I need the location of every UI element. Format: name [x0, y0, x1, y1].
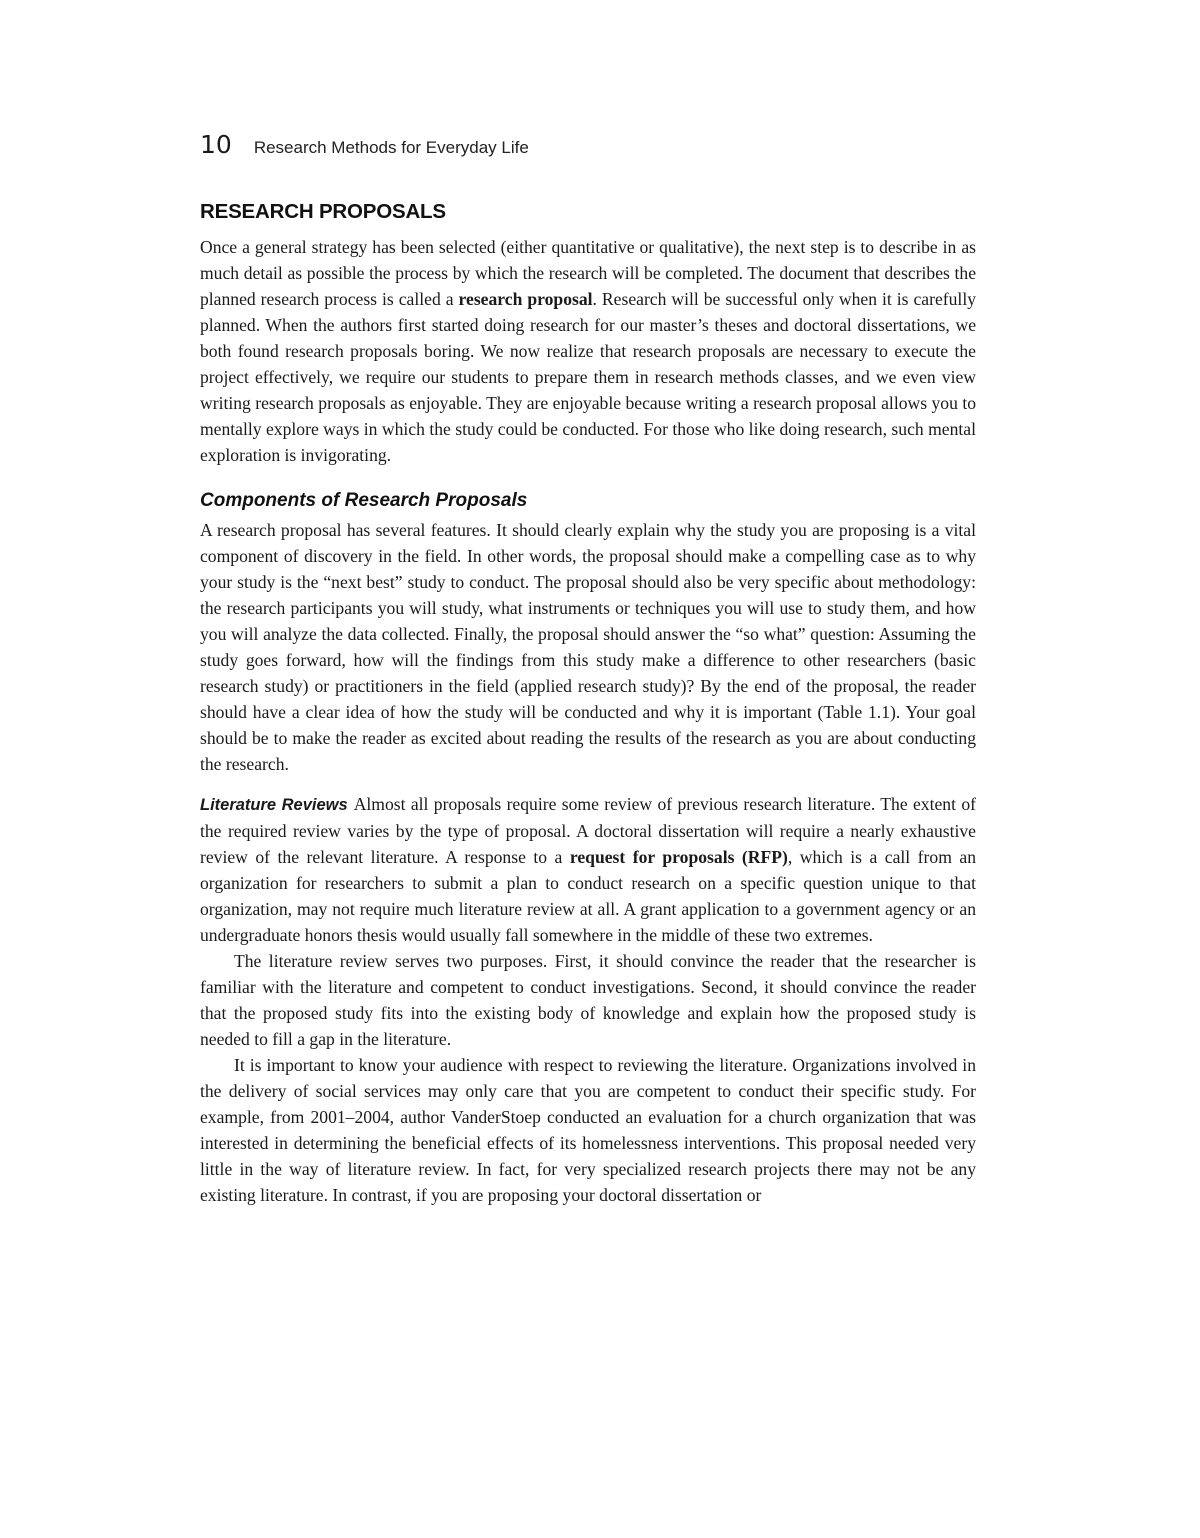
book-page [200, 130, 976, 1208]
page-number: 10 [200, 130, 232, 159]
key-term: research proposal [458, 289, 593, 309]
section-heading: RESEARCH PROPOSALS [200, 200, 446, 223]
text-run: . Research will be successful only when it is carefully planned. When the authors first started doing research for our master’s theses and doctoral dissertations, we both found research proposals boring. We now realize that research proposals are necessary to execute the project effectively, we require our students to prepare them in research methods classes, and we even view writing research proposals as enjoyable. They are enjoyable because writing a research proposal allows you to mentally explore ways in which the study could be conducted. For those who like doing research, such mental exploration is invigorating. [200, 289, 977, 465]
paragraph-components: A research proposal has several features. It should clearly explain why the study you are proposing is a vital component of discovery in the field. In other words, the proposal should make a compelling case as to why your study is the “next best” study to conduct. The proposal should also be very specific about methodology: the research participants you will study, what instruments or techniques you will use to study them, and how you will analyze the data collected. Finally, the proposal should answer the “so what” question: Assuming the study goes forward, how will the findings from this study make a difference to other researchers (basic research study) or practitioners in the field (applied research study)? By the end of the proposal, the reader should have a clear idea of how the study will be conducted and why it is important (Table 1.1). Your goal should be to make the reader as excited about reading the results of the research as you are about conducting the research. [200, 520, 976, 774]
text-run: Almost all proposals require some review of previous research literature. The extent of the required review varies by the type of proposal. A doctoral dissertation will require a nearly exhaustive review of the relevant literature. A response to a [200, 794, 976, 867]
run-in-heading: Literature Reviews [200, 796, 348, 814]
paragraph-literature-reviews [200, 791, 976, 948]
paragraph-two-purposes: The literature review serves two purposes. First, it should convince the reader that the researcher is familiar with the literature and competent to conduct investigations. Second, it should convince the reader that the proposed study fits into the existing body of knowledge and explain how the proposed study is needed to fill a gap in the literature. [200, 951, 976, 1049]
running-head [200, 130, 976, 164]
text-run: Once a general strategy has been selected (either quantitative or qualitative), the next step is to describe in as much detail as possible the process by which the research will be completed. The document that describes the planned research process is called a [200, 237, 976, 309]
paragraph-audience: It is important to know your audience with respect to reviewing the literature. Organizations involved in the delivery of social services may only care that you are competent to conduct their specific study. For example, from 2001–2004, author VanderStoep conducted an evaluation for a church organization that was interested in determining the beneficial effects of its homelessness interventions. This proposal needed very little in the way of literature review. In fact, for very specialized research projects there may not be any existing literature. In contrast, if you are proposing your doctoral dissertation or [200, 1055, 976, 1205]
subsection-heading: Components of Research Proposals [200, 490, 528, 511]
paragraph-research-proposals [200, 234, 976, 468]
key-term: request for proposals (RFP) [569, 847, 788, 867]
running-title: Research Methods for Everyday Life [253, 138, 529, 157]
text-run: , which is a call from an organization for researchers to submit a plan to conduct research on a specific question unique to that organization, may not require much literature review at all. A grant application to a government agency or an undergraduate honors thesis would usually fall somewhere in the middle of these two extremes. [200, 847, 976, 945]
